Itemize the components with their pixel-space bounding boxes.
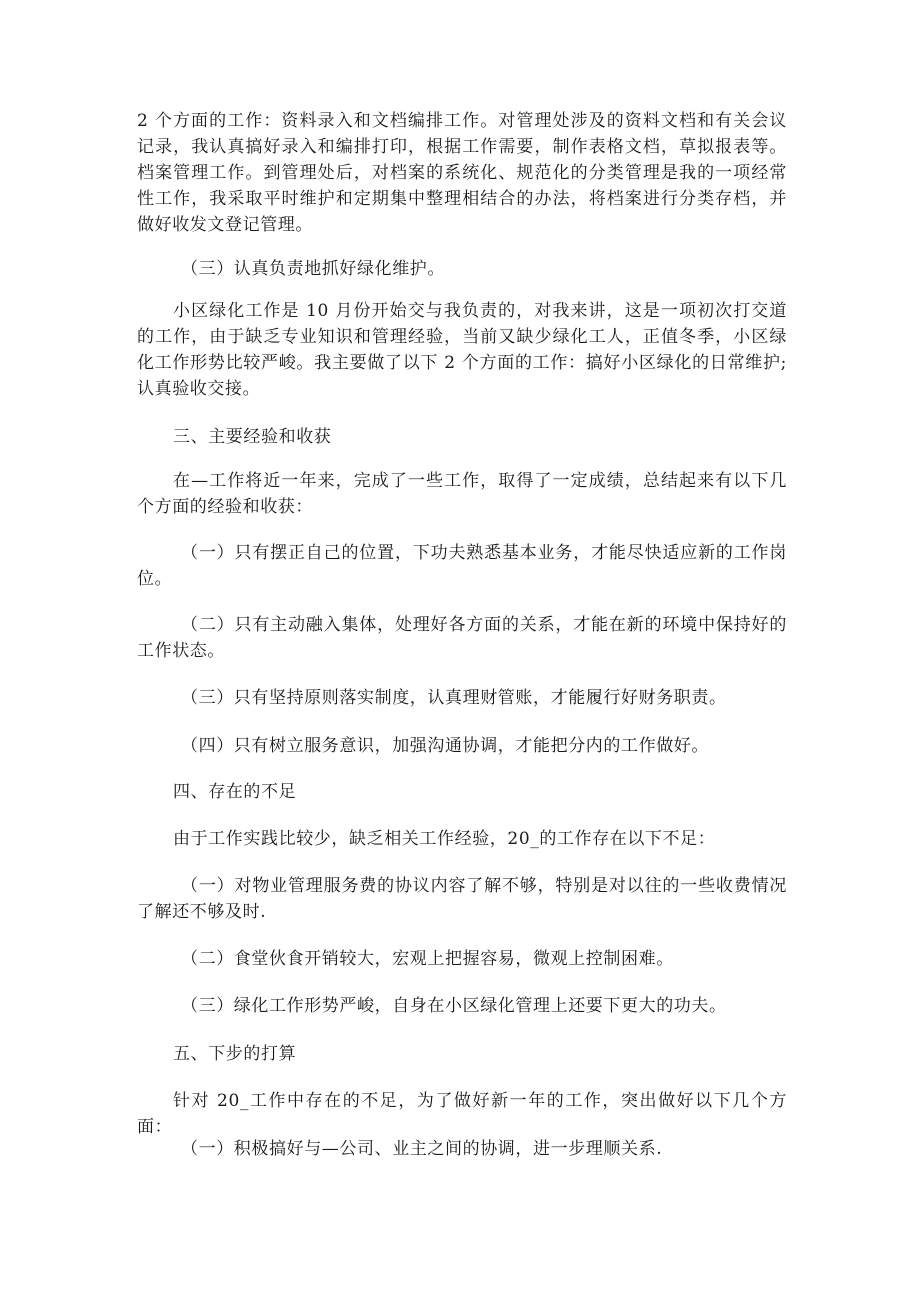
paragraph-next-plan-intro: 针对 20_工作中存在的不足，为了做好新一年的工作，突出做好以下几个方面： (137, 1091, 787, 1137)
paragraph-experience-4: （四）只有树立服务意识，加强沟通协调，才能把分内的工作做好。 (181, 736, 709, 756)
heading-experience-gains: 三、主要经验和收获 (173, 427, 332, 447)
paragraph-shortcomings-intro: 由于工作实践比较少，缺乏相关工作经验，20_的工作存在以下不足： (173, 829, 716, 849)
paragraph-experience-intro: 在—工作将近一年来，完成了一些工作，取得了一定成绩，总结起来有以下几个方面的经验和收获： (137, 471, 787, 517)
paragraph-shortcoming-2: （二）食堂伙食开销较大，宏观上把握容易，微观上控制困难。 (181, 949, 674, 969)
paragraph-shortcoming-3: （三）绿化工作形势严峻，自身在小区绿化管理上还要下更大的功夫。 (181, 996, 727, 1016)
paragraph-experience-2: （二）只有主动融入集体，处理好各方面的关系，才能在新的环境中保持好的工作状态。 (137, 615, 787, 661)
heading-next-plan: 五、下步的打算 (173, 1044, 297, 1064)
heading-shortcomings: 四、存在的不足 (173, 782, 297, 802)
paragraph-experience-1: （一）只有摆正自己的位置，下功夫熟悉基本业务，才能尽快适应新的工作岗位。 (137, 543, 787, 589)
paragraph-greening-work: 小区绿化工作是 10 月份开始交与我负责的，对我来讲，这是一项初次打交道的工作，由于缺乏专业知识和管理经验，当前又缺少绿化工人，正值冬季，小区绿化工作形势比较严峻。我主要做了以下 2 个方面的工作：搞好小区绿化的日常维护;认真验收交接。 (137, 301, 787, 399)
paragraph-archive-work: 2 个方面的工作：资料录入和文档编排工作。对管理处涉及的资料文档和有关会议记录，我认真搞好录入和编排打印，根据工作需要，制作表格文档，草拟报表等。档案管理工作。到管理处后，对档案的系统化、规范化的分类管理是我的一项经常性工作，我采取平时维护和定期集中整理相结合的办法，将档案进行分类存档，并做好收发文登记管理。 (137, 111, 787, 235)
paragraph-shortcoming-1: （一）对物业管理服务费的协议内容了解不够，特别是对以往的一些收费情况了解还不够及时. (137, 876, 787, 922)
paragraph-experience-3: （三）只有坚持原则落实制度，认真理财管账，才能履行好财务职责。 (181, 688, 727, 708)
heading-greening-maintenance: （三）认真负责地抓好绿化维护。 (181, 259, 445, 279)
paragraph-next-plan-1: （一）积极搞好与—公司、业主之间的协调，进一步理顺关系. (181, 1139, 663, 1159)
